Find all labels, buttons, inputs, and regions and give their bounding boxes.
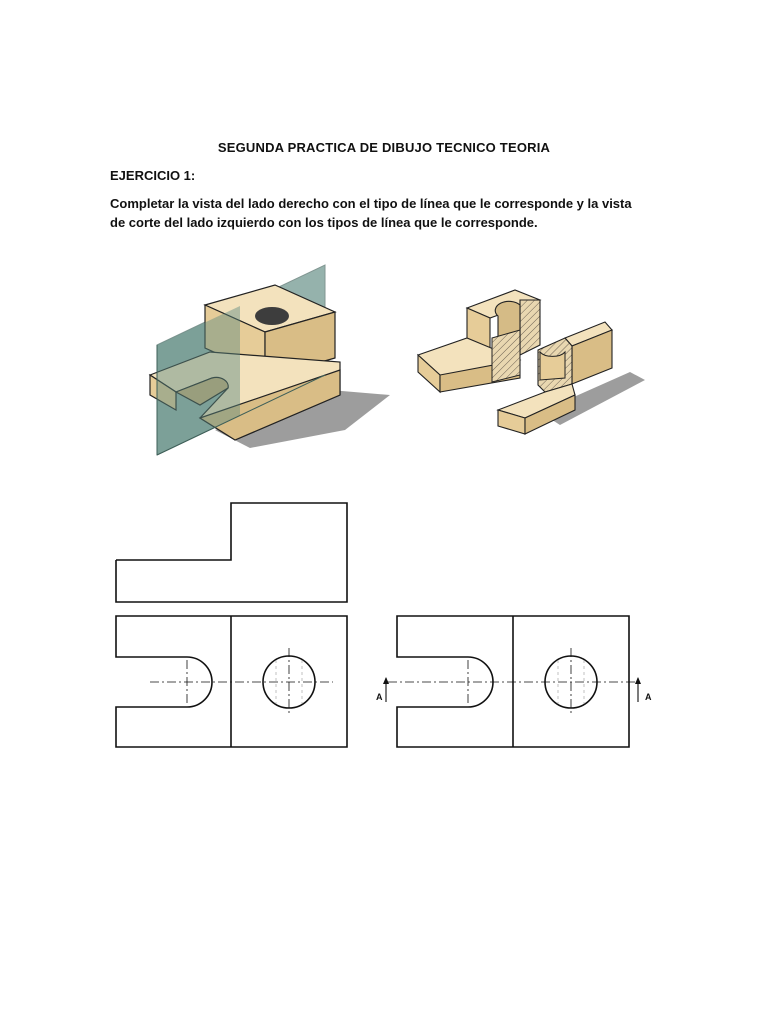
section-label-right: A [645, 692, 652, 702]
through-hole [255, 307, 289, 325]
back-half-cut-face [520, 300, 540, 355]
front-view-outline [116, 503, 347, 602]
isometric-with-cutting-plane [150, 265, 390, 455]
section-arrowhead-left [383, 677, 389, 684]
isometric-section-view [418, 290, 645, 434]
top-view-left [116, 616, 347, 747]
exercise-instructions: Completar la vista del lado derecho con el tipo de línea que le corresponde y la vista de corte del lado izquierdo con los tipos de línea que le corresponde. [110, 196, 632, 230]
front-half-bore [540, 352, 565, 380]
page-title: SEGUNDA PRACTICA DE DIBUJO TECNICO TEORIA [217, 140, 551, 155]
section-label-left: A [376, 692, 383, 702]
exercise-heading: EJERCICIO 1: [110, 168, 196, 183]
front-view [116, 503, 347, 602]
back-cut-hatch [492, 330, 520, 382]
top-view-right [383, 616, 641, 747]
section-arrowhead-right [635, 677, 641, 684]
